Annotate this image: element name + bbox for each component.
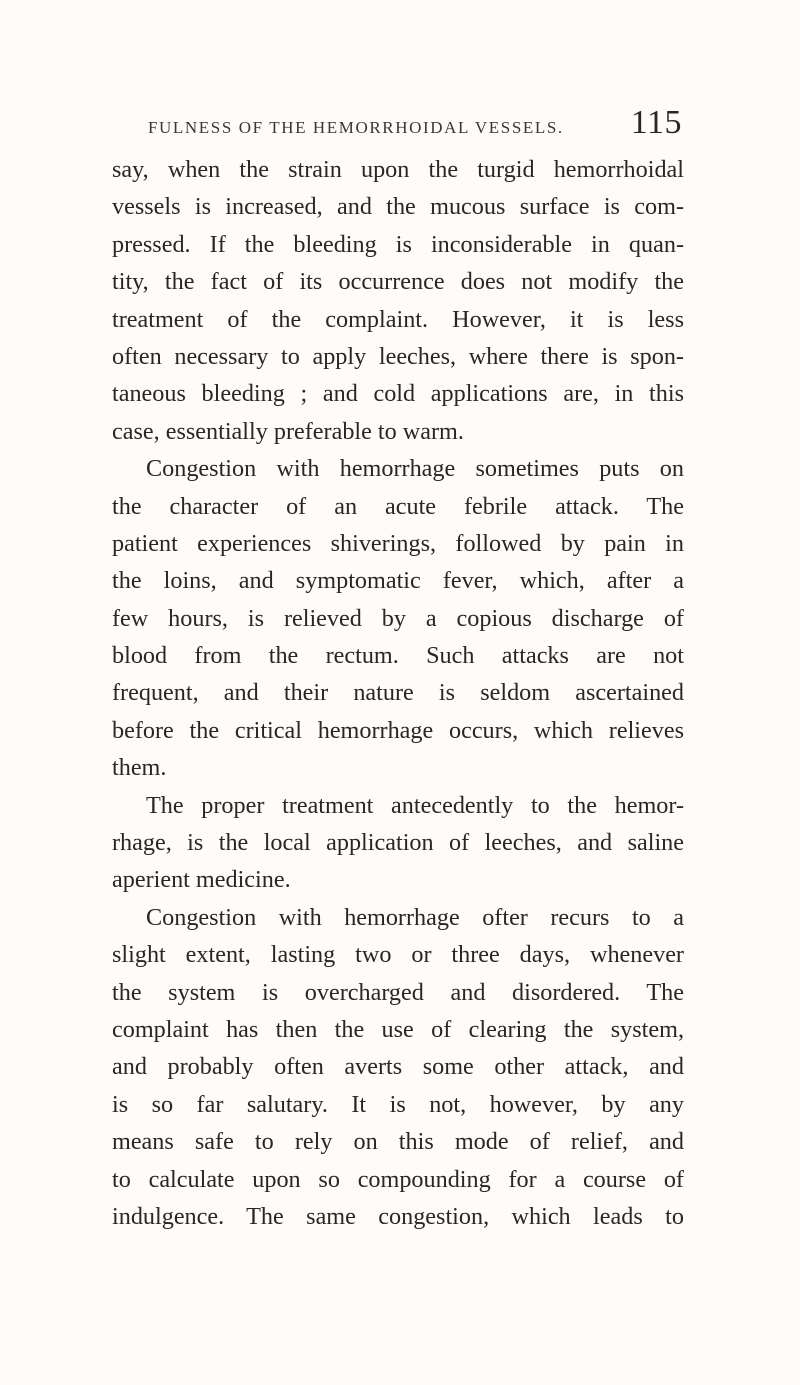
text-line: patient experiences shiverings, followed by pain in (112, 529, 684, 557)
running-title: FULNESS OF THE HEMORRHOIDAL VESSELS. (148, 118, 564, 137)
text-line: few hours, is relieved by a copious discharge of (112, 604, 684, 632)
text-line: the character of an acute febrile attack. The (112, 492, 684, 520)
paragraph-start: The proper treatment antecedently to the hemor- (146, 791, 684, 819)
text-line: case, essentially preferable to warm. (112, 417, 464, 445)
text-line: indulgence. The same congestion, which leads to (112, 1202, 684, 1230)
text-line: frequent, and their nature is seldom ascertained (112, 679, 684, 707)
text-line: pressed. If the bleeding is inconsiderable in quan- (112, 230, 684, 258)
text-line: complaint has then the use of clearing the system, (112, 1015, 684, 1043)
text-line: taneous bleeding ; and cold applications are, in this (112, 380, 684, 408)
paragraph-start: Congestion with hemorrhage ofter recurs to a (146, 903, 684, 931)
text-line: often necessary to apply leeches, where there is spon- (112, 342, 684, 370)
text-line: the loins, and symptomatic fever, which, after a (112, 567, 684, 595)
text-line: is so far salutary. It is not, however, by any (112, 1090, 684, 1118)
text-line: them. (112, 754, 167, 782)
text-line: treatment of the complaint. However, it is less (112, 305, 684, 333)
text-line: aperient medicine. (112, 866, 291, 894)
text-line: means safe to rely on this mode of relief, and (112, 1128, 684, 1156)
text-line: the system is overcharged and disordered. The (112, 978, 684, 1006)
text-line: and probably often averts some other attack, and (112, 1053, 684, 1081)
text-line: say, when the strain upon the turgid hemorrhoidal (112, 156, 684, 183)
text-line: before the critical hemorrhage occurs, which relieves (112, 716, 684, 744)
page-number: 115 (630, 104, 682, 141)
paragraph-start: Congestion with hemorrhage sometimes puts on (146, 455, 684, 483)
running-head (148, 100, 684, 140)
text-line: to calculate upon so compounding for a course of (112, 1165, 684, 1193)
text-line: vessels is increased, and the mucous surface is com- (112, 193, 684, 221)
text-line: slight extent, lasting two or three days, whenever (112, 941, 684, 969)
body-text (112, 151, 684, 1235)
text-line: blood from the rectum. Such attacks are not (112, 642, 684, 670)
text-line: tity, the fact of its occurrence does not modify the (112, 268, 684, 296)
text-line: rhage, is the local application of leeches, and saline (112, 829, 684, 857)
